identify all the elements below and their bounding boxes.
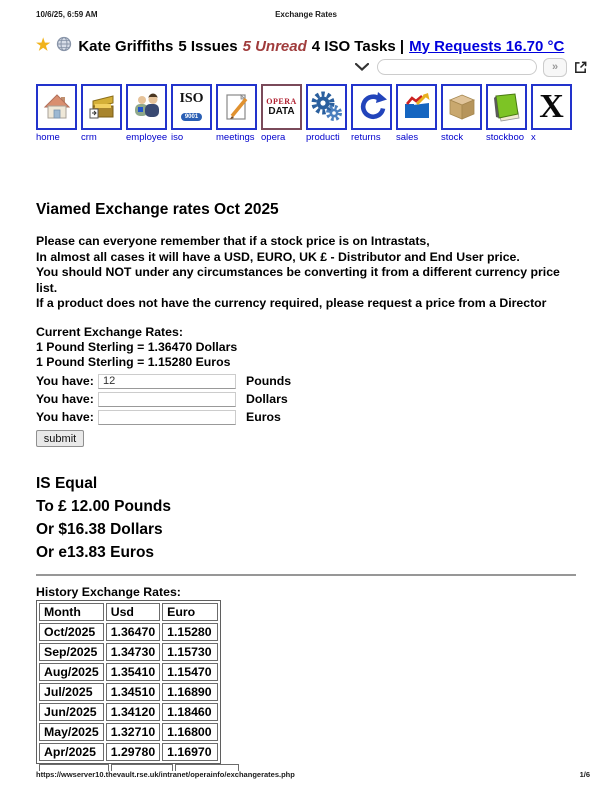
result-euros: Or e13.83 Euros [36, 543, 155, 561]
nav-label[interactable]: home [36, 132, 60, 143]
table-row [39, 663, 218, 681]
col-header-month: Month [39, 603, 104, 621]
status-bar [36, 36, 576, 56]
print-datetime: 10/6/25, 6:59 AM [36, 10, 98, 19]
result-is-equal: IS Equal [36, 475, 98, 493]
nav-label[interactable]: sales [396, 132, 419, 143]
conversion-result [36, 473, 576, 564]
conversion-form [36, 372, 576, 447]
form-row-pounds [36, 372, 576, 390]
form-row-euros [36, 408, 576, 426]
nav-toolbar [36, 84, 576, 143]
cell-euro: 1.18460 [162, 703, 218, 721]
people-icon [126, 84, 167, 130]
star-icon: ★ [36, 37, 51, 54]
nav-item-producti[interactable] [306, 84, 347, 143]
you-have-label: You have: [36, 374, 94, 389]
intro-line: You should NOT under any circumstances be converting it from a different currency price list. [36, 265, 560, 295]
unread-count: 5 Unread [242, 37, 307, 55]
intro-line: Please can everyone remember that if a stock price is on Intrastats, [36, 234, 430, 248]
cell-euro: 1.15470 [162, 663, 218, 681]
history-table [36, 600, 221, 764]
intro-line: If a product does not have the currency required, please request a price from a Director [36, 296, 547, 310]
nav-label[interactable]: stockboo [486, 132, 525, 143]
submit-button[interactable]: submit [36, 430, 84, 447]
iso-tasks-count: 4 ISO Tasks | [311, 37, 405, 55]
nav-label[interactable]: producti [306, 132, 340, 143]
euros-input[interactable] [98, 410, 236, 425]
divider [36, 574, 576, 576]
current-rates-heading: Current Exchange Rates: [36, 324, 183, 339]
user-name: Kate Griffiths [78, 37, 174, 55]
nav-label[interactable]: crm [81, 132, 97, 143]
page-title: Viamed Exchange rates Oct 2025 [36, 201, 279, 218]
you-have-label: You have: [36, 392, 94, 407]
cell-usd: 1.36470 [106, 623, 160, 641]
gears-icon [306, 84, 347, 130]
table-row [39, 643, 218, 661]
nav-item-iso[interactable] [171, 84, 212, 143]
cell-month: Jul/2025 [39, 683, 104, 701]
external-link-icon[interactable] [573, 60, 588, 75]
pounds-input[interactable] [98, 374, 236, 389]
print-footer [0, 770, 612, 782]
form-row-dollars [36, 390, 576, 408]
footer-page-number: 1/6 [579, 770, 590, 779]
go-button[interactable]: » [543, 58, 567, 77]
sales-chart-icon [396, 84, 437, 130]
nav-label[interactable]: returns [351, 132, 381, 143]
cell-month: Oct/2025 [39, 623, 104, 641]
result-dollars: Or $16.38 Dollars [36, 520, 163, 538]
opera-data-icon [261, 84, 302, 130]
x-logo-icon [531, 84, 572, 130]
nav-item-x[interactable] [531, 84, 572, 143]
history-heading: History Exchange Rates: [36, 585, 181, 600]
nav-label[interactable]: employee [126, 132, 168, 143]
nav-item-crm[interactable] [81, 84, 122, 143]
cell-month: May/2025 [39, 723, 104, 741]
table-row [39, 623, 218, 641]
cell-euro: 1.16800 [162, 723, 218, 741]
treasure-chest-icon [81, 84, 122, 130]
circular-arrow-icon [351, 84, 392, 130]
opera-text: OPERA [266, 96, 297, 106]
search-row [36, 56, 588, 78]
nav-item-meetings[interactable] [216, 84, 257, 143]
nav-item-opera[interactable] [261, 84, 302, 143]
cell-month: Apr/2025 [39, 743, 104, 761]
print-doc-title: Exchange Rates [275, 10, 337, 19]
dollars-unit-label: Dollars [246, 392, 288, 407]
you-have-label: You have: [36, 410, 94, 425]
cell-euro: 1.15730 [162, 643, 218, 661]
result-pounds: To £ 12.00 Pounds [36, 497, 171, 515]
my-requests-link[interactable]: My Requests 16.70 °C [409, 37, 565, 55]
search-input[interactable] [377, 59, 537, 75]
col-header-usd: Usd [106, 603, 160, 621]
table-row [39, 743, 218, 761]
intro-paragraph [36, 234, 576, 312]
cell-usd: 1.35410 [106, 663, 160, 681]
home-icon [36, 84, 77, 130]
cell-usd: 1.34730 [106, 643, 160, 661]
nav-item-home[interactable] [36, 84, 77, 143]
table-row [39, 723, 218, 741]
table-row [39, 703, 218, 721]
rate-line-euros: 1 Pound Sterling = 1.15280 Euros [36, 354, 231, 369]
cell-euro: 1.16970 [162, 743, 218, 761]
x-glyph: X [539, 88, 564, 125]
notepad-pencil-icon [216, 84, 257, 130]
nav-item-sales[interactable] [396, 84, 437, 143]
nav-item-stock[interactable] [441, 84, 482, 143]
box-icon [441, 84, 482, 130]
cell-month: Aug/2025 [39, 663, 104, 681]
cell-month: Sep/2025 [39, 643, 104, 661]
intro-line: In almost all cases it will have a USD, EURO, UK £ - Distributor and End User price. [36, 249, 520, 264]
iso-text: ISO [179, 91, 204, 106]
dollars-input[interactable] [98, 392, 236, 407]
chevron-down-icon[interactable] [353, 61, 371, 73]
nav-label[interactable]: x [531, 132, 536, 143]
iso-9001-badge: 9001 [181, 113, 202, 121]
nav-item-employee[interactable] [126, 84, 167, 143]
status-text [78, 38, 564, 55]
issues-count: 5 Issues [178, 37, 238, 55]
iso-9001-icon [171, 84, 212, 130]
table-header-row [39, 603, 218, 621]
nav-item-stockboo[interactable] [486, 84, 527, 143]
nav-item-returns[interactable] [351, 84, 392, 143]
nav-label[interactable]: iso [171, 132, 184, 143]
nav-label[interactable]: opera [261, 132, 286, 143]
table-row [39, 683, 218, 701]
print-header [0, 10, 612, 24]
cell-usd: 1.34120 [106, 703, 160, 721]
current-rates [36, 325, 576, 371]
cell-euro: 1.16890 [162, 683, 218, 701]
cell-usd: 1.32710 [106, 723, 160, 741]
col-header-euro: Euro [162, 603, 218, 621]
cell-month: Jun/2025 [39, 703, 104, 721]
rate-line-dollars: 1 Pound Sterling = 1.36470 Dollars [36, 339, 238, 354]
euros-unit-label: Euros [246, 410, 281, 425]
cell-usd: 1.34510 [106, 683, 160, 701]
nav-label[interactable]: stock [441, 132, 464, 143]
nav-label[interactable]: meetings [216, 132, 255, 143]
globe-icon [56, 36, 72, 56]
cell-euro: 1.15280 [162, 623, 218, 641]
footer-url: https://wwserver10.thevault.rse.uk/intranet/operainfo/exchangerates.php [36, 770, 295, 779]
pounds-unit-label: Pounds [246, 374, 292, 389]
cell-usd: 1.29780 [106, 743, 160, 761]
green-book-icon [486, 84, 527, 130]
data-text: DATA [268, 105, 295, 117]
